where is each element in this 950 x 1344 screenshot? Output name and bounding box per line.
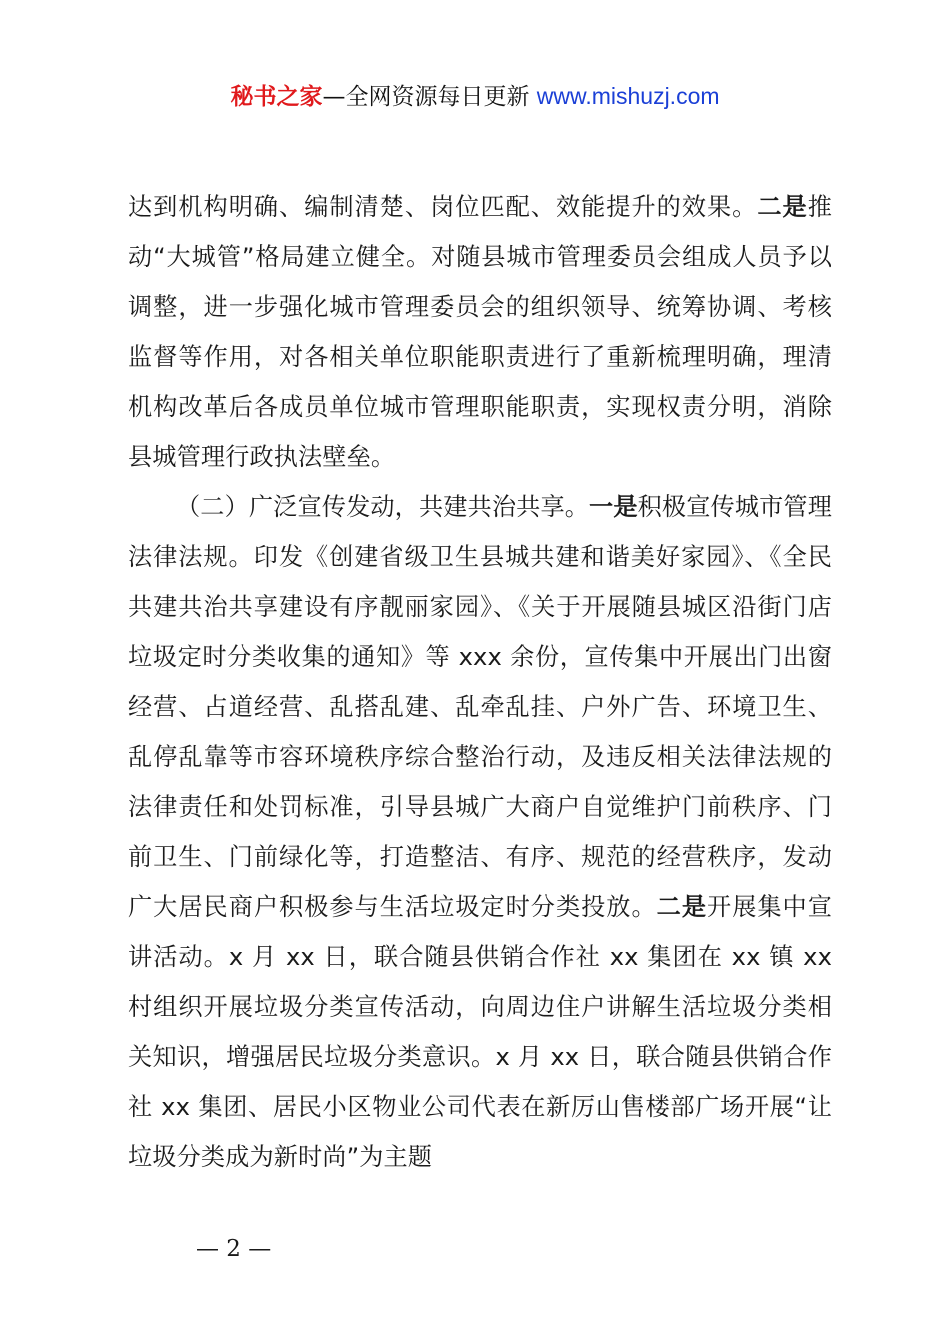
paragraph-text: 达到机构明确、编制清楚、岗位匹配、效能提升的效果。: [128, 193, 758, 221]
site-banner: [0, 80, 950, 113]
paragraph: [128, 182, 832, 482]
paragraph-text: （二）广泛宣传发动，共建共治共享。: [176, 493, 590, 521]
emphasis-text: 二是: [656, 893, 708, 921]
document-body: [128, 182, 832, 1182]
paragraph-text: 推动“大城管”格局建立健全。对随县城市管理委员会组成人员予以调整，进一步强化城市管理委员会的组织领导、统筹协调、考核监督等作用，对各相关单位职能职责进行了重新梳理明确，理清机构改革后各成员单位城市管理职能职责，实现权责分明，消除县城管理行政执法壁垒。: [128, 193, 832, 471]
paragraph-text: 开展集中宣讲活动。x 月 xx 日，联合随县供销合作社 xx 集团在 xx 镇 xx 村组织开展垃圾分类宣传活动，向周边住户讲解生活垃圾分类相关知识，增强居民垃圾分类意识。x 月 xx 日，联合随县供销合作社 xx 集团、居民小区物业公司代表在新厉山售楼部广场开展“让垃圾分类成为新时尚”为主题: [128, 893, 832, 1171]
paragraph: [128, 482, 832, 1182]
banner-tagline: —全网资源每日更新: [322, 84, 537, 110]
emphasis-text: 一是: [589, 493, 638, 521]
banner-url[interactable]: www.mishuzj.com: [536, 83, 720, 109]
paragraph-text: 积极宣传城市管理法律法规。印发《创建省级卫生县城共建和谐美好家园》、《全民共建共治共享建设有序靓丽家园》、《关于开展随县城区沿街门店垃圾定时分类收集的通知》等 xxx 余份，宣传集中开展出门出窗经营、占道经营、乱搭乱建、乱牵乱挂、户外广告、环境卫生、乱停乱靠等市容环境秩序综合整治行动，及违反相关法律法规的法律责任和处罚标准，引导县城广大商户自觉维护门前秩序、门前卫生、门前绿化等，打造整洁、有序、规范的经营秩序，发动广大居民商户积极参与生活垃圾定时分类投放。: [128, 493, 833, 921]
page-number: — 2 —: [196, 1236, 272, 1262]
brand-name: 秘书之家: [230, 84, 323, 110]
emphasis-text: 二是: [757, 193, 808, 221]
